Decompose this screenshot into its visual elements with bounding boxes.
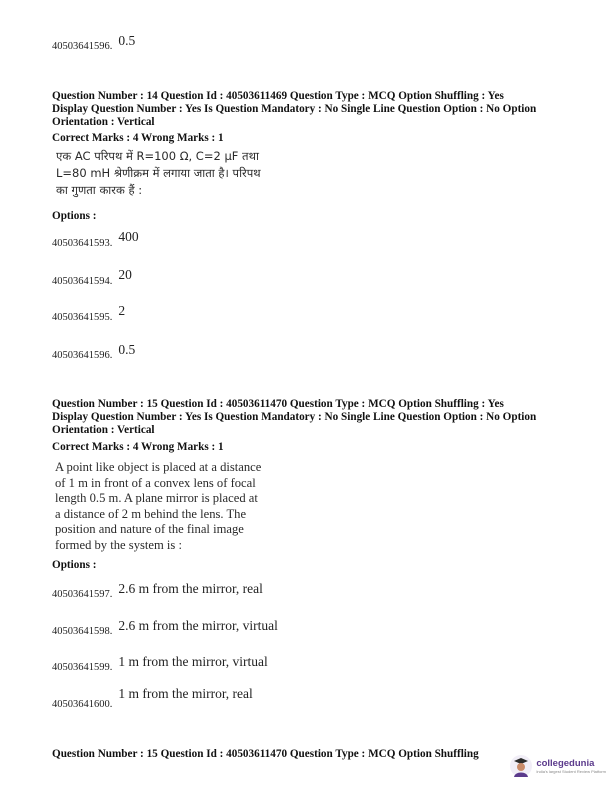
option-id: 40503641599. bbox=[52, 662, 113, 673]
option-text: 2 bbox=[118, 303, 126, 318]
header-line: Display Question Number : Yes Is Question Mandatory : No Single Line Question Option : No Option bbox=[52, 411, 537, 423]
option-row bbox=[52, 686, 253, 712]
question-text-line: का गुणता कारक हैं : bbox=[56, 183, 143, 197]
option-text: 2.6 m from the mirror, real bbox=[118, 581, 263, 596]
question-text-line: position and nature of the final image bbox=[55, 522, 244, 536]
option-id: 40503641594. bbox=[52, 276, 113, 287]
option-id: 40503641598. bbox=[52, 626, 113, 637]
option-id: 40503641596. bbox=[52, 41, 113, 52]
option-row bbox=[52, 581, 263, 602]
logo-tagline: India's largest Student Review Platform bbox=[536, 768, 606, 774]
option-id: 40503641596. bbox=[52, 350, 113, 361]
option-id: 40503641600. bbox=[52, 699, 113, 710]
option-text: 2.6 m from the mirror, virtual bbox=[118, 618, 278, 633]
question-text-line: एक AC परिपथ में R=100 Ω, C=2 μF तथा bbox=[56, 149, 259, 163]
option-text: 0.5 bbox=[118, 342, 136, 357]
question-text-line: formed by the system is : bbox=[55, 537, 182, 552]
option-row bbox=[52, 342, 136, 363]
student-avatar-icon bbox=[509, 754, 533, 778]
option-row bbox=[52, 229, 139, 251]
question-15-header-repeat: Question Number : 15 Question Id : 40503611470 Question Type : MCQ Option Shuffling bbox=[52, 748, 479, 760]
question-15-marks: Correct Marks : 4 Wrong Marks : 1 bbox=[52, 441, 224, 453]
collegedunia-logo bbox=[509, 754, 606, 778]
option-text: 20 bbox=[118, 267, 132, 282]
option-text: 0.5 bbox=[118, 33, 136, 48]
option-text: 1 m from the mirror, virtual bbox=[118, 654, 268, 669]
option-row bbox=[52, 303, 126, 325]
options-label: Options : bbox=[52, 559, 97, 571]
question-14-text bbox=[56, 148, 261, 199]
option-row bbox=[52, 33, 136, 54]
option-row bbox=[52, 618, 278, 639]
option-id: 40503641595. bbox=[52, 312, 113, 323]
option-row bbox=[52, 654, 268, 675]
question-text-line: a distance of 2 m behind the lens. The bbox=[55, 506, 247, 521]
option-id: 40503641593. bbox=[52, 238, 113, 249]
question-text-line: A point like object is placed at a distance bbox=[55, 460, 262, 474]
question-14-marks: Correct Marks : 4 Wrong Marks : 1 bbox=[52, 132, 224, 144]
header-line: Question Number : 14 Question Id : 40503611469 Question Type : MCQ Option Shuffling : Yes bbox=[52, 90, 504, 102]
header-line: Display Question Number : Yes Is Question Mandatory : No Single Line Question Option : No Option bbox=[52, 103, 537, 115]
header-line: Orientation : Vertical bbox=[52, 424, 155, 436]
question-14-header bbox=[52, 90, 536, 129]
question-text-line: of 1 m in front of a convex lens of focal bbox=[55, 475, 256, 490]
question-15-text bbox=[55, 460, 261, 553]
header-line: Question Number : 15 Question Id : 40503611470 Question Type : MCQ Option Shuffling : Yes bbox=[52, 398, 504, 410]
options-label: Options : bbox=[52, 210, 97, 222]
header-line: Orientation : Vertical bbox=[52, 116, 155, 128]
option-text: 400 bbox=[118, 229, 139, 244]
option-id: 40503641597. bbox=[52, 589, 113, 600]
option-text: 1 m from the mirror, real bbox=[118, 686, 253, 701]
logo-wordmark: collegedunia bbox=[536, 757, 595, 769]
question-15-header bbox=[52, 398, 536, 437]
question-text-line: length 0.5 m. A plane mirror is placed at bbox=[55, 491, 258, 505]
option-row bbox=[52, 267, 132, 289]
question-text-line: L=80 mH श्रेणीक्रम में लगाया जाता है। परिपथ bbox=[56, 166, 261, 180]
